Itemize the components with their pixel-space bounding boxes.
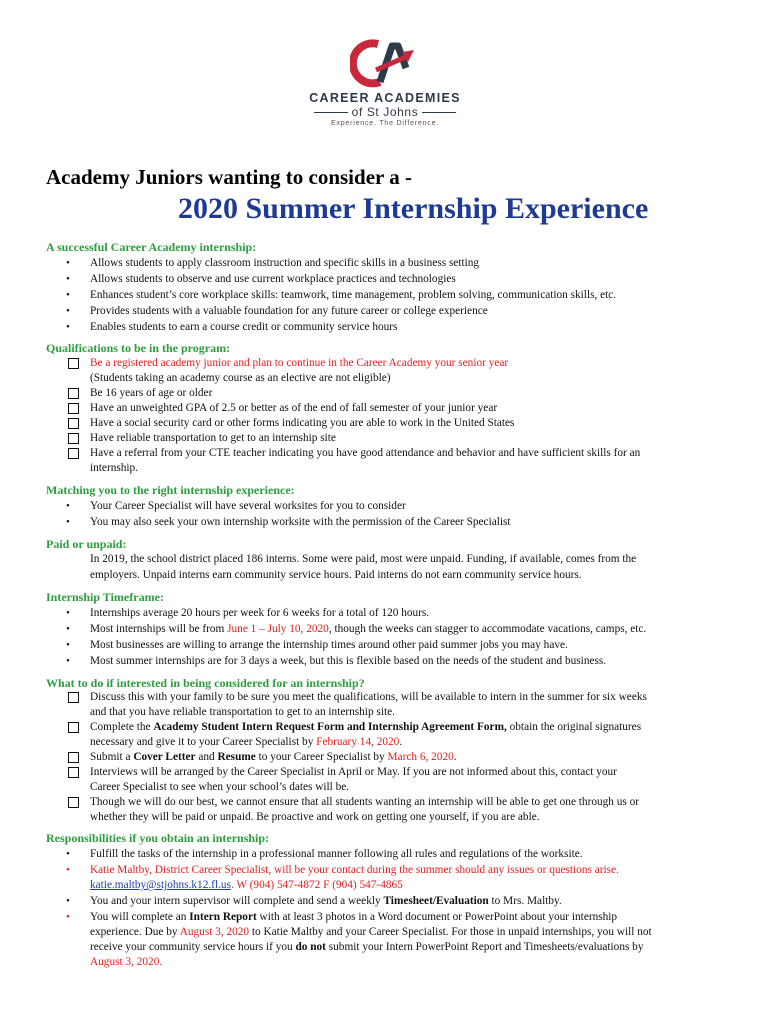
headline: Academy Juniors wanting to consider a - [46, 165, 412, 189]
bullet-icon: • [66, 864, 70, 876]
section-heading-paid: Paid or unpaid: [46, 537, 127, 551]
qualification-checkbox[interactable] [68, 433, 79, 444]
text-segment: to your Career Specialist by [255, 751, 388, 763]
qualification-item: Be 16 years of age or older [90, 387, 213, 399]
text-segment: You will complete an [90, 911, 190, 923]
bullet-icon: • [66, 655, 70, 667]
list-item: Most businesses are willing to arrange the internship times around other paid summer jobs you may have. [90, 639, 568, 651]
list-item: Most summer internships are for 3 days a week, but this is flexible based on the needs of the student and business. [90, 655, 607, 667]
date-highlight: March 6, 2020 [387, 751, 454, 763]
section-heading-successful: A successful Career Academy internship: [46, 240, 257, 254]
date-highlight: February 14, 2020 [316, 736, 400, 748]
list-item-cont [90, 925, 652, 940]
text-segment: obtain the original signatures [506, 721, 642, 733]
ca-logo-mark-icon [350, 38, 420, 90]
list-item: Internships average 20 hours per week for 6 weeks for a total of 120 hours. [90, 607, 430, 619]
qualification-checkbox[interactable] [68, 418, 79, 429]
list-item: You may also seek your own internship worksite with the permission of the Career Specialist [90, 516, 511, 528]
emphasis-do-not: do not [295, 941, 326, 953]
todo-checkbox[interactable] [68, 797, 79, 808]
todo-item [90, 720, 641, 735]
todo-checkbox[interactable] [68, 692, 79, 703]
bullet-icon: • [66, 607, 70, 619]
page-title: 2020 Summer Internship Experience [178, 192, 649, 225]
todo-item: Discuss this with your family to be sure you meet the qualifications, will be available to intern in the summer for six weeks [90, 691, 647, 703]
qualification-note: (Students taking an academy course as an elective are not eligible) [90, 372, 391, 384]
date-highlight: June 1 – July 10, 2020 [227, 623, 329, 635]
list-item: Allows students to observe and use current workplace practices and technologies [90, 273, 456, 285]
doc-intern-report: Intern Report [189, 911, 257, 923]
qualification-item: Be a registered academy junior and plan to continue in the Career Academy your senior year [90, 357, 509, 369]
bullet-icon: • [66, 321, 70, 333]
bullet-icon: • [66, 911, 70, 923]
todo-item-cont: whether they will be paid or unpaid. Be proactive and work on getting one yourself, if you are able. [90, 811, 540, 823]
form-name: Academy Student Intern Request Form and Internship Agreement Form, [153, 721, 507, 733]
todo-checkbox[interactable] [68, 722, 79, 733]
email-link[interactable]: katie.maltby@stjohns.k12.fl.us [90, 879, 231, 891]
qualification-checkbox[interactable] [68, 448, 79, 459]
qualification-checkbox[interactable] [68, 358, 79, 369]
list-item: Enables students to earn a course credit or community service hours [90, 321, 398, 333]
todo-checkbox[interactable] [68, 752, 79, 763]
list-item [90, 622, 646, 637]
qualification-item: Have a referral from your CTE teacher indicating you have good attendance and behavior and have sufficient skills for an [90, 447, 641, 459]
logo-tagline: Experience. The Difference. [330, 120, 440, 127]
paragraph-line: employers. Unpaid interns earn community service hours. Paid interns do not earn community service hours. [90, 569, 582, 581]
paragraph-line: In 2019, the school district placed 186 interns. Some were paid, most were unpaid. Funding, if available, comes from the [90, 553, 637, 565]
todo-item-cont: Career Specialist to see when your school’s dates will be. [90, 781, 350, 793]
text-segment: submit your Intern PowerPoint Report and Timesheets/evaluations by [325, 941, 644, 953]
bullet-icon: • [66, 623, 70, 635]
text-segment: receive your community service hours if you [90, 941, 296, 953]
bullet-icon: • [66, 273, 70, 285]
logo-org-location: of St Johns [351, 105, 419, 119]
list-item: Katie Maltby, District Career Specialist, will be your contact during the summer should any issues or questions arise. [90, 864, 619, 876]
bullet-icon: • [66, 305, 70, 317]
doc-resume: Resume [217, 751, 256, 763]
section-heading-responsibilities: Responsibilities if you obtain an internship: [46, 831, 270, 845]
list-item [90, 910, 617, 925]
text-segment: and [195, 751, 218, 763]
qualification-item-cont: internship. [90, 462, 139, 474]
text-segment: , though the weeks can stagger to accommodate vacations, camps, etc. [328, 623, 647, 635]
list-item: Provides students with a valuable foundation for any future career or college experience [90, 305, 488, 317]
bullet-icon: • [66, 257, 70, 269]
qualification-item: Have an unweighted GPA of 2.5 or better as of the end of fall semester of your junior year [90, 402, 498, 414]
todo-item [90, 750, 457, 765]
todo-item: Interviews will be arranged by the Career Specialist in April or May. If you are not informed about this, contact your [90, 766, 617, 778]
logo-rule-left [314, 112, 348, 113]
list-item-cont [90, 940, 643, 955]
bullet-icon: • [66, 639, 70, 651]
period: . [453, 751, 457, 763]
date-highlight: August 3, 2020 [179, 926, 250, 938]
section-heading-qualifications: Qualifications to be in the program: [46, 341, 231, 355]
section-heading-matching: Matching you to the right internship experience: [46, 483, 295, 497]
list-item: Enhances student’s core workplace skills: teamwork, time management, problem solving, communication skills, etc. [90, 289, 617, 301]
section-heading-todo: What to do if interested in being considered for an internship? [46, 676, 365, 690]
todo-item-cont: and that you have reliable transportation to get to an internship site. [90, 706, 395, 718]
todo-item-cont [90, 735, 402, 750]
text-segment: to Mrs. Maltby. [488, 895, 562, 907]
doc-timesheet: Timesheet/Evaluation [383, 895, 489, 907]
text-segment: to Katie Maltby and your Career Specialist. For those in unpaid internships, you will not [249, 926, 652, 938]
doc-cover-letter: Cover Letter [133, 751, 196, 763]
logo-org-name: CAREER ACADEMIES [309, 91, 461, 105]
list-item: Your Career Specialist will have several worksites for you to consider [90, 500, 406, 512]
contact-line [90, 878, 403, 893]
text-segment: You and your intern supervisor will complete and send a weekly [90, 895, 384, 907]
bullet-icon: • [66, 848, 70, 860]
text-segment: necessary and give it to your Career Specialist by [90, 736, 317, 748]
text-segment: Most internships will be from [90, 623, 228, 635]
bullet-icon: • [66, 500, 70, 512]
text-segment: experience. Due by [90, 926, 180, 938]
qualification-item: Have reliable transportation to get to an internship site [90, 432, 336, 444]
todo-checkbox[interactable] [68, 767, 79, 778]
career-academies-logo [300, 38, 470, 140]
text-segment: with at least 3 photos in a Word document or PowerPoint about your internship [256, 911, 618, 923]
period: . [399, 736, 403, 748]
text-segment: Complete the [90, 721, 154, 733]
logo-org-subline [300, 105, 470, 119]
qualification-checkbox[interactable] [68, 388, 79, 399]
list-item [90, 894, 562, 909]
bullet-icon: • [66, 516, 70, 528]
section-heading-timeframe: Internship Timeframe: [46, 590, 164, 604]
bullet-icon: • [66, 895, 70, 907]
phone-numbers: . W (904) 547-4872 F (904) 547-4865 [230, 879, 403, 891]
todo-item: Though we will do our best, we cannot ensure that all students wanting an internship will be able to get one through us or [90, 796, 640, 808]
qualification-checkbox[interactable] [68, 403, 79, 414]
logo-rule-right [422, 112, 456, 113]
text-segment: Submit a [90, 751, 134, 763]
due-date: August 3, 2020. [90, 956, 163, 968]
bullet-icon: • [66, 289, 70, 301]
qualification-item: Have a social security card or other forms indicating you are able to work in the United States [90, 417, 515, 429]
list-item: Fulfill the tasks of the internship in a professional manner following all rules and regulations of the worksite. [90, 848, 583, 860]
list-item: Allows students to apply classroom instruction and specific skills in a business setting [90, 257, 480, 269]
